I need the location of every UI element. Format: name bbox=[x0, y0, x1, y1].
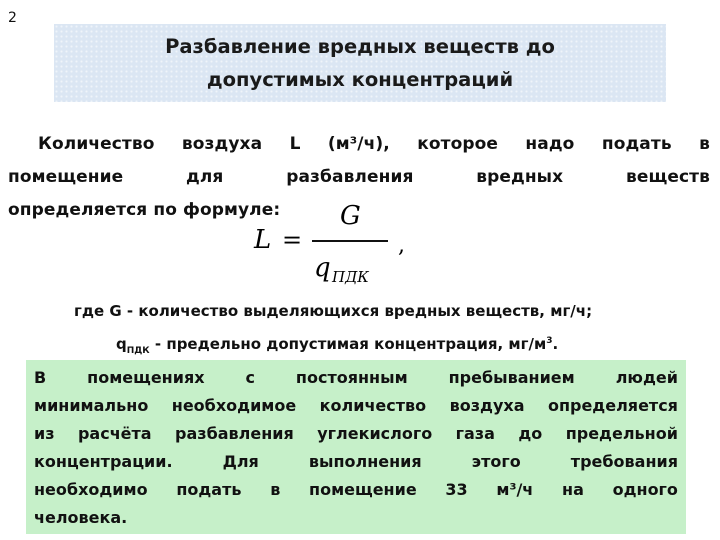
info-line-3: из расчёта разбавления углекислого газа до предельной bbox=[34, 424, 678, 443]
formula-subscript: ПДК bbox=[332, 268, 369, 286]
formula-comma: , bbox=[398, 233, 405, 258]
formula-denominator: q bbox=[314, 253, 331, 283]
slide-title bbox=[54, 24, 666, 102]
formula bbox=[248, 196, 428, 292]
legend-line-2: $q_{ПДК}$ - предельно допустимая концентрация, $мг/м^3$. bbox=[116, 335, 559, 356]
slide-number: 2 bbox=[8, 10, 17, 26]
info-line-5: необходимо подать в помещение 33 м³/ч на одного bbox=[34, 480, 678, 499]
info-line-1: В помещениях с постоянным пребыванием людей bbox=[34, 368, 678, 387]
legend-line-1: где G - количество выделяющихся вредных веществ, мг/ч; bbox=[74, 302, 593, 320]
formula-legend bbox=[74, 296, 714, 366]
title-line-1: Разбавление вредных веществ до bbox=[165, 35, 555, 58]
info-box bbox=[26, 360, 686, 534]
formula-lhs: L bbox=[254, 225, 272, 255]
info-line-4: концентрации. Для выполнения этого требования bbox=[34, 452, 678, 471]
title-line-2: допустимых концентраций bbox=[206, 68, 514, 91]
formula-numerator: G bbox=[340, 201, 361, 231]
paragraph-line-2: помещение для разбавления вредных веществ bbox=[8, 167, 710, 187]
info-line-6: человека. bbox=[34, 508, 128, 527]
formula-equals: = bbox=[282, 226, 303, 254]
info-line-2: минимально необходимое количество воздуха определяется bbox=[34, 396, 678, 415]
paragraph-line-3: определяется по формуле: bbox=[8, 200, 281, 220]
paragraph-line-1: Количество воздуха L (м³/ч), которое надо подать в bbox=[38, 134, 710, 154]
